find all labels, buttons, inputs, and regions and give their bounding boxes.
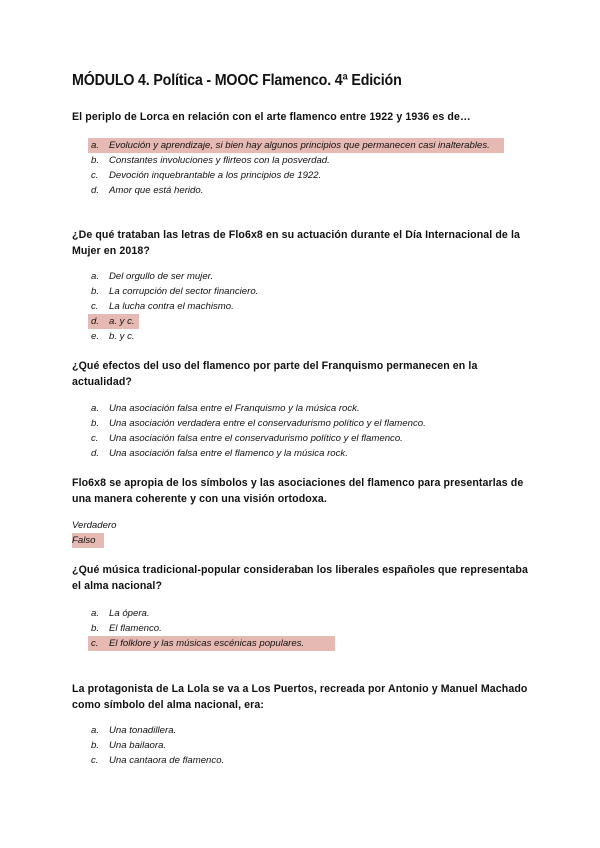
option[interactable] bbox=[88, 401, 528, 416]
option-letter: a. bbox=[91, 140, 100, 151]
option[interactable] bbox=[88, 284, 528, 299]
option-letter: a. bbox=[91, 608, 100, 619]
option[interactable] bbox=[88, 431, 528, 446]
question-3: ¿Qué efectos del uso del flamenco por parte del Franquismo permanecen en la actualidad? bbox=[72, 360, 478, 388]
option-text: Una asociación verdadera entre el conservadurismo político y el flamenco. bbox=[109, 418, 426, 429]
question-2: ¿De qué trataban las letras de Flo6x8 en su actuación durante el Día Internacional de la Mujer en 2018? bbox=[72, 229, 520, 257]
option-letter: b. bbox=[91, 418, 100, 429]
option-text: Devoción inquebrantable a los principios de 1922. bbox=[109, 170, 322, 181]
option[interactable] bbox=[88, 446, 528, 461]
option-letter: c. bbox=[91, 755, 99, 766]
question-3-options bbox=[88, 401, 528, 461]
option[interactable] bbox=[88, 269, 528, 284]
question-5-options bbox=[88, 606, 528, 651]
option-text: La ópera. bbox=[109, 608, 150, 619]
question-2-options bbox=[88, 269, 528, 344]
question-1-options bbox=[88, 138, 528, 198]
option-letter: a. bbox=[91, 725, 100, 736]
option-letter: d. bbox=[91, 448, 100, 459]
option-text: Una asociación falsa entre el flamenco y la música rock. bbox=[109, 448, 348, 459]
option-text: Una tonadillera. bbox=[109, 725, 177, 736]
option-letter: c. bbox=[91, 301, 99, 312]
option-text: Constantes involuciones y flirteos con la posverdad. bbox=[109, 155, 330, 166]
option-text: Una asociación falsa entre el Franquismo y la música rock. bbox=[109, 403, 360, 414]
question-6-options bbox=[88, 723, 528, 768]
option-text: Una cantaora de flamenco. bbox=[109, 755, 225, 766]
option-text: El flamenco. bbox=[109, 623, 162, 634]
option-text: Del orgullo de ser mujer. bbox=[109, 271, 214, 282]
question-5: ¿Qué música tradicional-popular consideraban los liberales españoles que representaba el alma nacional? bbox=[72, 564, 528, 592]
option[interactable] bbox=[88, 606, 528, 621]
true-false-options bbox=[72, 518, 128, 548]
option[interactable] bbox=[88, 738, 528, 753]
option-letter: a. bbox=[91, 403, 100, 414]
option-text: Evolución y aprendizaje, si bien hay algunos principios que permanecen casi inalterables. bbox=[109, 140, 490, 151]
option[interactable] bbox=[88, 416, 528, 431]
option-text: El folklore y las músicas escénicas populares. bbox=[109, 638, 305, 649]
option[interactable] bbox=[88, 299, 528, 314]
option-letter: b. bbox=[91, 286, 100, 297]
option[interactable] bbox=[88, 621, 528, 636]
question-1: El periplo de Lorca en relación con el arte flamenco entre 1922 y 1936 es de… bbox=[72, 111, 471, 123]
question-4: Flo6x8 se apropia de los símbolos y las asociaciones del flamenco para presentarlas de una manera coherente y con una visión ortodoxa. bbox=[72, 477, 524, 505]
option-text: Una bailaora. bbox=[109, 740, 167, 751]
option[interactable] bbox=[88, 183, 528, 198]
option-text: La lucha contra el machismo. bbox=[109, 301, 234, 312]
option-letter: b. bbox=[91, 623, 100, 634]
option-letter: b. bbox=[91, 740, 100, 751]
option-correct[interactable] bbox=[88, 314, 139, 329]
option[interactable] bbox=[88, 168, 528, 183]
option-letter: a. bbox=[91, 271, 100, 282]
option-correct[interactable] bbox=[88, 636, 335, 651]
option-correct[interactable] bbox=[88, 138, 504, 153]
question-6: La protagonista de La Lola se va a Los Puertos, recreada por Antonio y Manuel Machado como símbolo del alma nacional, era: bbox=[72, 683, 528, 711]
option-text: b. y c. bbox=[109, 331, 135, 342]
page-title: MÓDULO 4. Política - MOOC Flamenco. 4ª Edición bbox=[72, 72, 402, 89]
option-text: Una asociación falsa entre el conservadurismo político y el flamenco. bbox=[109, 433, 403, 444]
option-letter: c. bbox=[91, 638, 99, 649]
option[interactable] bbox=[88, 753, 528, 768]
option-text: a. y c. bbox=[109, 316, 135, 327]
option-true[interactable]: Verdadero bbox=[72, 520, 117, 531]
option[interactable] bbox=[88, 723, 528, 738]
option-text: Amor que está herido. bbox=[109, 185, 204, 196]
option[interactable] bbox=[88, 153, 528, 168]
option-letter: c. bbox=[91, 433, 99, 444]
option-letter: c. bbox=[91, 170, 99, 181]
option-false-correct[interactable]: Falso bbox=[72, 533, 104, 548]
option-text: La corrupción del sector financiero. bbox=[109, 286, 259, 297]
option-letter: d. bbox=[91, 316, 100, 327]
option-letter: d. bbox=[91, 185, 100, 196]
option-letter: b. bbox=[91, 155, 100, 166]
option[interactable] bbox=[88, 329, 528, 344]
option-letter: e. bbox=[91, 331, 100, 342]
